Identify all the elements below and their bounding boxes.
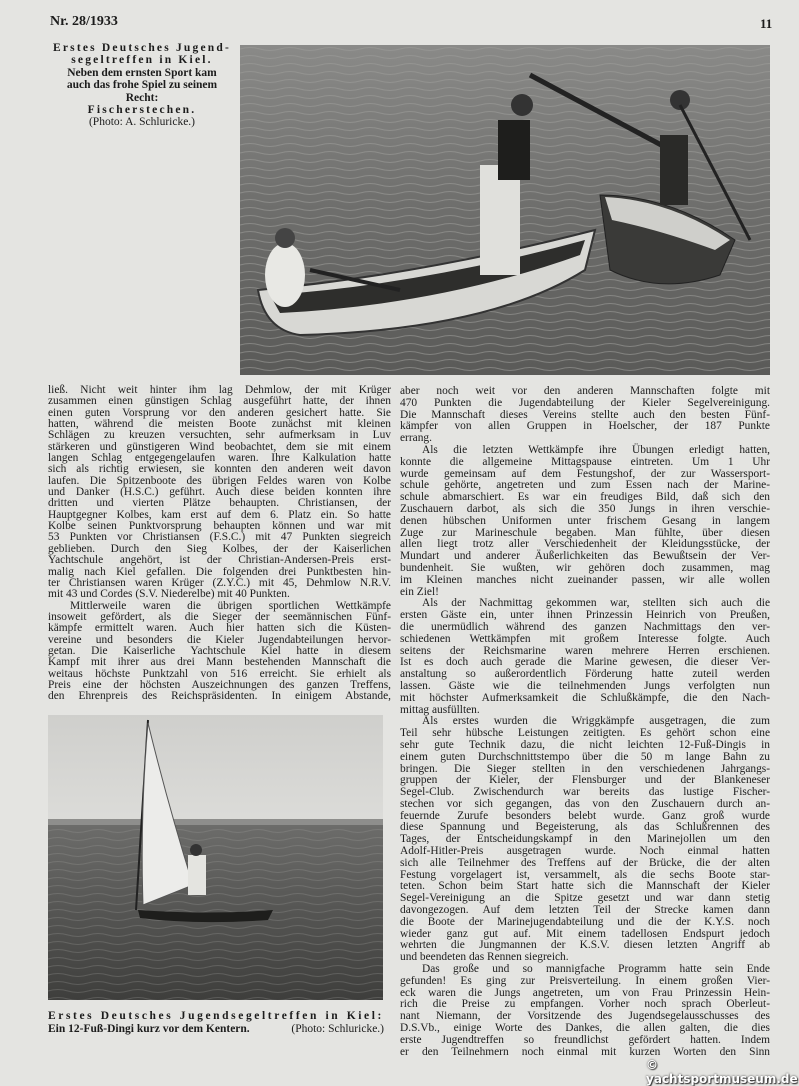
text-line: Als der Nachmittag gekommen war, stellten sich auch die bbox=[422, 597, 770, 610]
text-line: Zuschauern darbot, als sich die 350 Jungs in ihren verschie- bbox=[400, 502, 770, 515]
text-line: Yachtschule angehört, ist der Christian-Andersen-Preis erst- bbox=[48, 554, 391, 567]
text-line: Schlägen zu kreuzen versuchten, sehr aufmerksam in Luv bbox=[48, 429, 391, 442]
text-line: errang. bbox=[400, 432, 432, 445]
text-line: aber noch weit vor den anderen Mannschaften folgte mit bbox=[400, 385, 770, 397]
text-line: konnte die allgemeine Mittagspause eintreten. Um 1 Uhr bbox=[400, 455, 770, 468]
text-line: schule gehörte, angetreten und zum Essen nach der Marine- bbox=[400, 479, 770, 492]
text-line: Teil sehr hübsche Leistungen zeitigten. Es gehört schon eine bbox=[400, 727, 770, 740]
text-line: 53 Punkten vor Christiansen (F.S.C.) mit 47 Punkten siegreich bbox=[48, 531, 391, 544]
text-line: laufen. Die Spitzenboote des übrigen Feldes waren von Kolbe bbox=[48, 474, 391, 487]
text-line: teten. Schon beim Start hatte sich die Mannschaft der Kieler bbox=[400, 880, 770, 893]
text-line: Als erstes wurden die Wriggkämpfe ausgetragen, die zum bbox=[422, 715, 770, 728]
caption-title: segeltreffen in Kiel. bbox=[71, 54, 213, 67]
text-line: Zuge zur Marineschule begaben. Man fühlte, über diesen bbox=[400, 526, 770, 539]
caption-text: auch das frohe Spiel zu seinem bbox=[66, 79, 218, 92]
text-line: ter Christiansen waren Krüger (Z.Y.C.) mit 45, Dehmlow N.R.V. bbox=[48, 576, 391, 589]
text-line: und Danker (H.S.C.) geführt. Auch diese beiden konnten ihre bbox=[48, 486, 391, 499]
text-line: allen liegt trotz aller Verschiedenheit der Kleidungsstücke, der bbox=[400, 538, 770, 551]
text-line: nant Niemann, der Vorsitzende des Jugendsegelausschusses des bbox=[400, 1010, 770, 1023]
text-line: Segel-Vereinigung an die Spitze gesetzt und war dann stetig bbox=[400, 892, 770, 905]
text-line: geblieben. Durch den Sieg Kolbes, der der Kaiserlichen bbox=[48, 542, 391, 555]
text-line: gefunden! Es ging zur Preisverteilung. In einem großen Vier- bbox=[400, 974, 770, 987]
text-line: mittag ausfüllten. bbox=[400, 703, 480, 716]
text-line: Kolbe seinen Punktvorsprung behaupten können und war mit bbox=[48, 520, 391, 533]
article-column-right bbox=[400, 386, 770, 1058]
text-line: hatten, während die meisten Boote zunächst mit kleinen bbox=[48, 418, 391, 431]
text-line: gruppen der Kieler, der Flensburger und der Blankeneser bbox=[400, 774, 770, 787]
text-line: kämpfer von allen Gruppen in Hoelscher, der 187 Punkte bbox=[400, 420, 770, 433]
text-line: Als die letzten Wettkämpfe ihre Übungen erledigt hatten, bbox=[422, 443, 770, 456]
text-line: weitaus höchste Punktzahl von 516 erreicht. Sie erhielt als bbox=[48, 667, 391, 680]
text-line: mit höchster Aufmerksamkeit die Schlußkämpfe, die den Nach- bbox=[400, 691, 770, 704]
issue-number: Nr. 28/1933 bbox=[50, 14, 118, 29]
text-line: vereine und besonders die Kieler Jugendabteilungen hervor- bbox=[48, 633, 391, 646]
text-line: Adolf-Hitler-Preis ausgetragen wurde. Noch einmal hatten bbox=[400, 845, 770, 858]
text-line: davongezogen. Auf dem letzten Teil der Strecke kamen dann bbox=[400, 904, 770, 917]
text-line: Festung vorgelagert ist, versammelt, als die sechs Boote star- bbox=[400, 868, 770, 881]
text-line: anstaltung so außerordentlich Förderung hatte zuteil werden bbox=[400, 668, 770, 681]
top-photo-caption bbox=[46, 42, 238, 129]
text-line: einen guten Vorsprung vor den anderen gesichert hatte. Sie bbox=[48, 406, 391, 419]
caption-credit: (Photo: Schluricke.) bbox=[291, 1022, 384, 1035]
text-line: malig nach Kiel gefallen. Die folgenden drei Punktbesten hin- bbox=[48, 565, 391, 578]
text-line: ersten Gäste ein, unter ihnen Prinzessin Heinrich von Preußen, bbox=[400, 609, 770, 622]
text-line: Segel-Club. Zwischendurch war bereits das lustige Fischer- bbox=[400, 786, 770, 799]
watermark: © yachtsportmuseum.de bbox=[646, 1058, 798, 1086]
text-line: D.S.Vb., einige Worte des Dankes, die allen galten, die dies bbox=[400, 1022, 770, 1035]
caption-title: Erstes Deutsches Jugendsegeltreffen in Kiel: bbox=[48, 1010, 384, 1022]
text-line: er den Teilnehmern noch einmal mit kurzen Worten den Sinn bbox=[400, 1045, 770, 1058]
caption-text: Neben dem ernsten Sport kam bbox=[67, 66, 217, 79]
caption-subject: Fischerstechen. bbox=[87, 104, 197, 117]
text-line: lassen. Gäste wie die teilnehmenden Jungs verfolgten nun bbox=[400, 679, 770, 692]
text-line: eck waren die Jungs angetreten, um von Frau Prinzessin Hein- bbox=[400, 986, 770, 999]
text-line: wurde gemeinsam auf dem Festungshof, der zur Wassersport- bbox=[400, 467, 770, 480]
text-line: seitens der Reichsmarine waren mehrere Herren erschienen. bbox=[400, 644, 770, 657]
text-line: Mundart und anderer Äußerlichkeiten das Bewußtsein der Ver- bbox=[400, 550, 770, 563]
caption-text: Ein 12-Fuß-Dingi kurz vor dem Kentern. bbox=[48, 1022, 250, 1035]
text-line: Die Mannschaft dieses Vereins stellte auch den besten Fünf- bbox=[400, 408, 770, 421]
text-line: im Kleinen manches nicht zueinander passen, wir alle wollen bbox=[400, 573, 770, 586]
text-line: ließ. Nicht weit hinter ihm lag Dehmlow, der mit Krüger bbox=[48, 384, 391, 396]
page-number: 11 bbox=[760, 16, 773, 31]
text-line: ein Ziel! bbox=[400, 585, 439, 598]
text-line: dritten und vierten Plätze behaupten. Christiansen, der bbox=[48, 497, 391, 510]
text-line: schule abmarschiert. Es war ein freudiges Bild, daß sich den bbox=[400, 491, 770, 504]
text-line: kämpfe ermittelt waren. Auch hier hatten sich die Küsten- bbox=[48, 622, 391, 635]
text-line: bundenheit. Sie wußten, wir gehören doch zusammen, mag bbox=[400, 561, 770, 574]
text-line: Mittlerweile waren die übrigen sportlichen Wettkämpfe bbox=[70, 599, 391, 612]
text-line: wieder ganz gut auf. Mit einem tadellosen Endspurt jedoch bbox=[400, 927, 770, 940]
bottom-photo-caption bbox=[48, 1010, 384, 1035]
photo-fischerstechen bbox=[240, 45, 770, 375]
text-line: Das große und so mannigfache Programm hatte sein Ende bbox=[422, 963, 770, 976]
text-line: die unermüdlich während des ganzen Nachmittags den ver- bbox=[400, 620, 770, 633]
text-line: 470 Punkten die Jugendabteilung der Kieler Segelvereinigung. bbox=[400, 396, 770, 409]
text-line: stechen vor sich gegangen, das von den Zuschauern durch an- bbox=[400, 797, 770, 810]
text-line: bringen. Die Sieger stellten in den verschiedenen Jahrgangs- bbox=[400, 762, 770, 775]
text-line: schiedenen Wettkämpfen mit großem Interesse folgte. Auch bbox=[400, 632, 770, 645]
caption-text: Recht: bbox=[125, 91, 159, 104]
text-line: insoweit gefördert, als die Sieger der seemännischen Fünf- bbox=[48, 610, 391, 623]
text-line: denen hübschen Uniformen unter frischem Gesang in langem bbox=[400, 514, 770, 527]
text-line: feuernde Zurufe besonders belebt wurde. Ganz groß wurde bbox=[400, 809, 770, 822]
text-line: Preis eine der höchsten Auszeichnungen des ganzen Treffens, bbox=[48, 678, 391, 691]
article-column-left bbox=[48, 385, 391, 703]
text-line: stärkeren und günstigeren Wind beobachtet, dem sie mit einem bbox=[48, 440, 391, 453]
caption-title: Erstes Deutsches Jugend- bbox=[52, 42, 232, 54]
text-line: sehr gute Technik dazu, die nicht leichten 12-Fuß-Dingis in bbox=[400, 738, 770, 751]
text-line: rich die Preise zu empfangen. Vorher noch sprach Oberleut- bbox=[400, 998, 770, 1011]
text-line: die Boote der Marinejugendabteilung und die der K.Y.S. noch bbox=[400, 915, 770, 928]
text-line: einem guten Durchschnittstempo über die 50 m lange Bahn zu bbox=[400, 750, 770, 763]
text-line: Hauptgegner Kolbes, kam erst auf dem 6. Platz ein. So hatte bbox=[48, 508, 391, 521]
text-line: den Ehrenpreis des Reichspräsidenten. In einigem Abstande, bbox=[48, 690, 391, 703]
text-line: wehrten die Jungmannen der K.S.V. diesen letzten Angriff ab bbox=[400, 939, 770, 952]
text-line: sich alle Teilnehmer des Treffens auf der Brücke, die der alten bbox=[400, 856, 770, 869]
text-line: diese Spannung und Begeisterung, als das Schlußrennen des bbox=[400, 821, 770, 834]
caption-credit: (Photo: A. Schluricke.) bbox=[88, 116, 196, 129]
photo-dingi-capsizing bbox=[48, 715, 383, 1000]
text-line: Tages, der Entscheidungskampf in den Marinejollen um den bbox=[400, 833, 770, 846]
text-line: sich als richtig erwiesen, sie konnten den anderen weit davon bbox=[48, 463, 391, 476]
text-line: und beendeten das Rennen siegreich. bbox=[400, 951, 569, 964]
text-line: getan. Die Kaiserliche Yachtschule Kiel hatte in diesem bbox=[48, 644, 391, 657]
text-line: mit 43 und Cordes (S.V. Niederelbe) mit 40 Punkten. bbox=[48, 588, 290, 601]
text-line: zusammen einen günstigen Schlag ausgeführt hatte, der ihnen bbox=[48, 395, 391, 408]
text-line: Ist es doch auch gerade die Marine gewesen, die dieser Ver- bbox=[400, 656, 770, 669]
text-line: erste Jugendtreffen so freundlichst gefördert hatten. Indem bbox=[400, 1033, 770, 1046]
text-line: Kampf mit ihrer aus drei Mann bestehenden Mannschaft die bbox=[48, 656, 391, 669]
text-line: langen Schlag entgegengelaufen waren. Ihre Kalkulation hatte bbox=[48, 452, 391, 465]
